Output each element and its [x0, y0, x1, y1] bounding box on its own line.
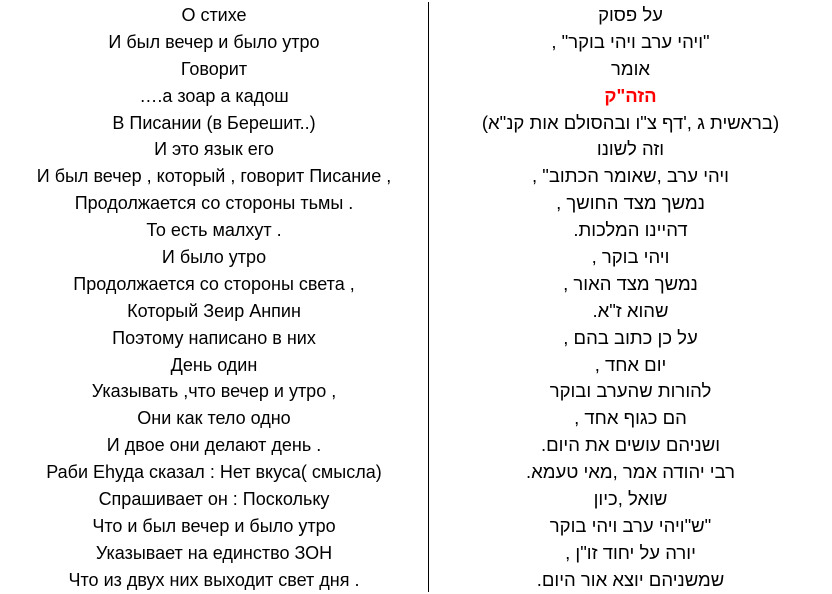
- hebrew-line: יורה על יחוד זו"ן ,: [565, 541, 696, 563]
- russian-line: Продолжается со стороны тьмы .: [74, 193, 354, 214]
- hebrew-line-highlighted: הזה"ק: [604, 84, 657, 106]
- russian-line: Указывает на единство ЗОН: [95, 542, 333, 563]
- russian-line: И было утро: [161, 247, 267, 268]
- russian-line: И двое они делают день .: [106, 435, 322, 456]
- hebrew-line: "ש"ויהי ערב ויהי בוקר: [549, 514, 712, 536]
- russian-column: [0, 2, 428, 592]
- russian-line: Они как тело одно: [137, 408, 291, 429]
- russian-line: И был вечер и было утро: [108, 31, 320, 52]
- russian-line: И это язык его: [154, 139, 274, 160]
- hebrew-line: על כן כתוב בהם ,: [563, 326, 698, 348]
- hebrew-line: דהיינו המלכות.: [573, 219, 688, 241]
- hebrew-line: להורות שהערב ובוקר: [549, 380, 712, 402]
- russian-line: ….а зоар а кадош: [139, 85, 289, 106]
- russian-line: Который Зеир Анпин: [127, 300, 301, 321]
- russian-line: О стихе: [181, 5, 247, 25]
- russian-line: Раби Еhуда сказал : Нет вкуса( смысла): [46, 462, 382, 483]
- russian-line: То есть малхут .: [146, 220, 282, 241]
- russian-line: Спрашивает он : Поскольку: [98, 489, 330, 510]
- hebrew-line: ויהי בוקר ,: [591, 246, 670, 268]
- hebrew-line: וזה לשונו: [596, 138, 665, 160]
- hebrew-line: שמשניהם יוצא אור היום.: [536, 568, 725, 590]
- russian-line: Говорит: [180, 58, 248, 79]
- hebrew-line: נמשך מצד החושך ,: [556, 192, 705, 214]
- hebrew-line: הם כגוף אחד ,: [574, 407, 687, 429]
- russian-line: Что и был вечер и было утро: [92, 515, 336, 536]
- russian-line: День один: [170, 354, 258, 375]
- hebrew-line: ויהי ערב ,שאומר הכתוב" ,: [532, 165, 729, 187]
- russian-line: В Писании (в Берешит..): [112, 112, 316, 133]
- hebrew-line: שואל ,כיון: [593, 488, 668, 510]
- hebrew-line: יום אחד ,: [594, 353, 667, 375]
- russian-line: И был вечер , который , говорит Писание ,: [36, 166, 392, 187]
- russian-line: Что из двух них выходит свет дня .: [68, 569, 360, 590]
- hebrew-line: שהוא ז"א.: [592, 299, 669, 321]
- hebrew-line: ושניהם עושים את היום.: [540, 434, 721, 456]
- hebrew-line: "ויהי ערב ויהי בוקר" ,: [551, 30, 710, 52]
- hebrew-line: אומר: [610, 57, 650, 79]
- hebrew-line: רבי יהודה אמר ,מאי טעמא.: [526, 461, 735, 483]
- russian-line: Продолжается со стороны света ,: [73, 273, 355, 294]
- translation-table: [0, 2, 832, 592]
- russian-line: Поэтому написано в них: [112, 327, 316, 348]
- hebrew-column: [429, 2, 832, 592]
- russian-line: Указывать ,что вечер и утро ,: [91, 381, 337, 402]
- hebrew-line: על פסוק: [598, 4, 663, 25]
- hebrew-line: נמשך מצד האור ,: [563, 272, 698, 294]
- hebrew-line: (בראשית ג ,'דף צ"ו ובהסולם אות קנ"א): [481, 111, 780, 133]
